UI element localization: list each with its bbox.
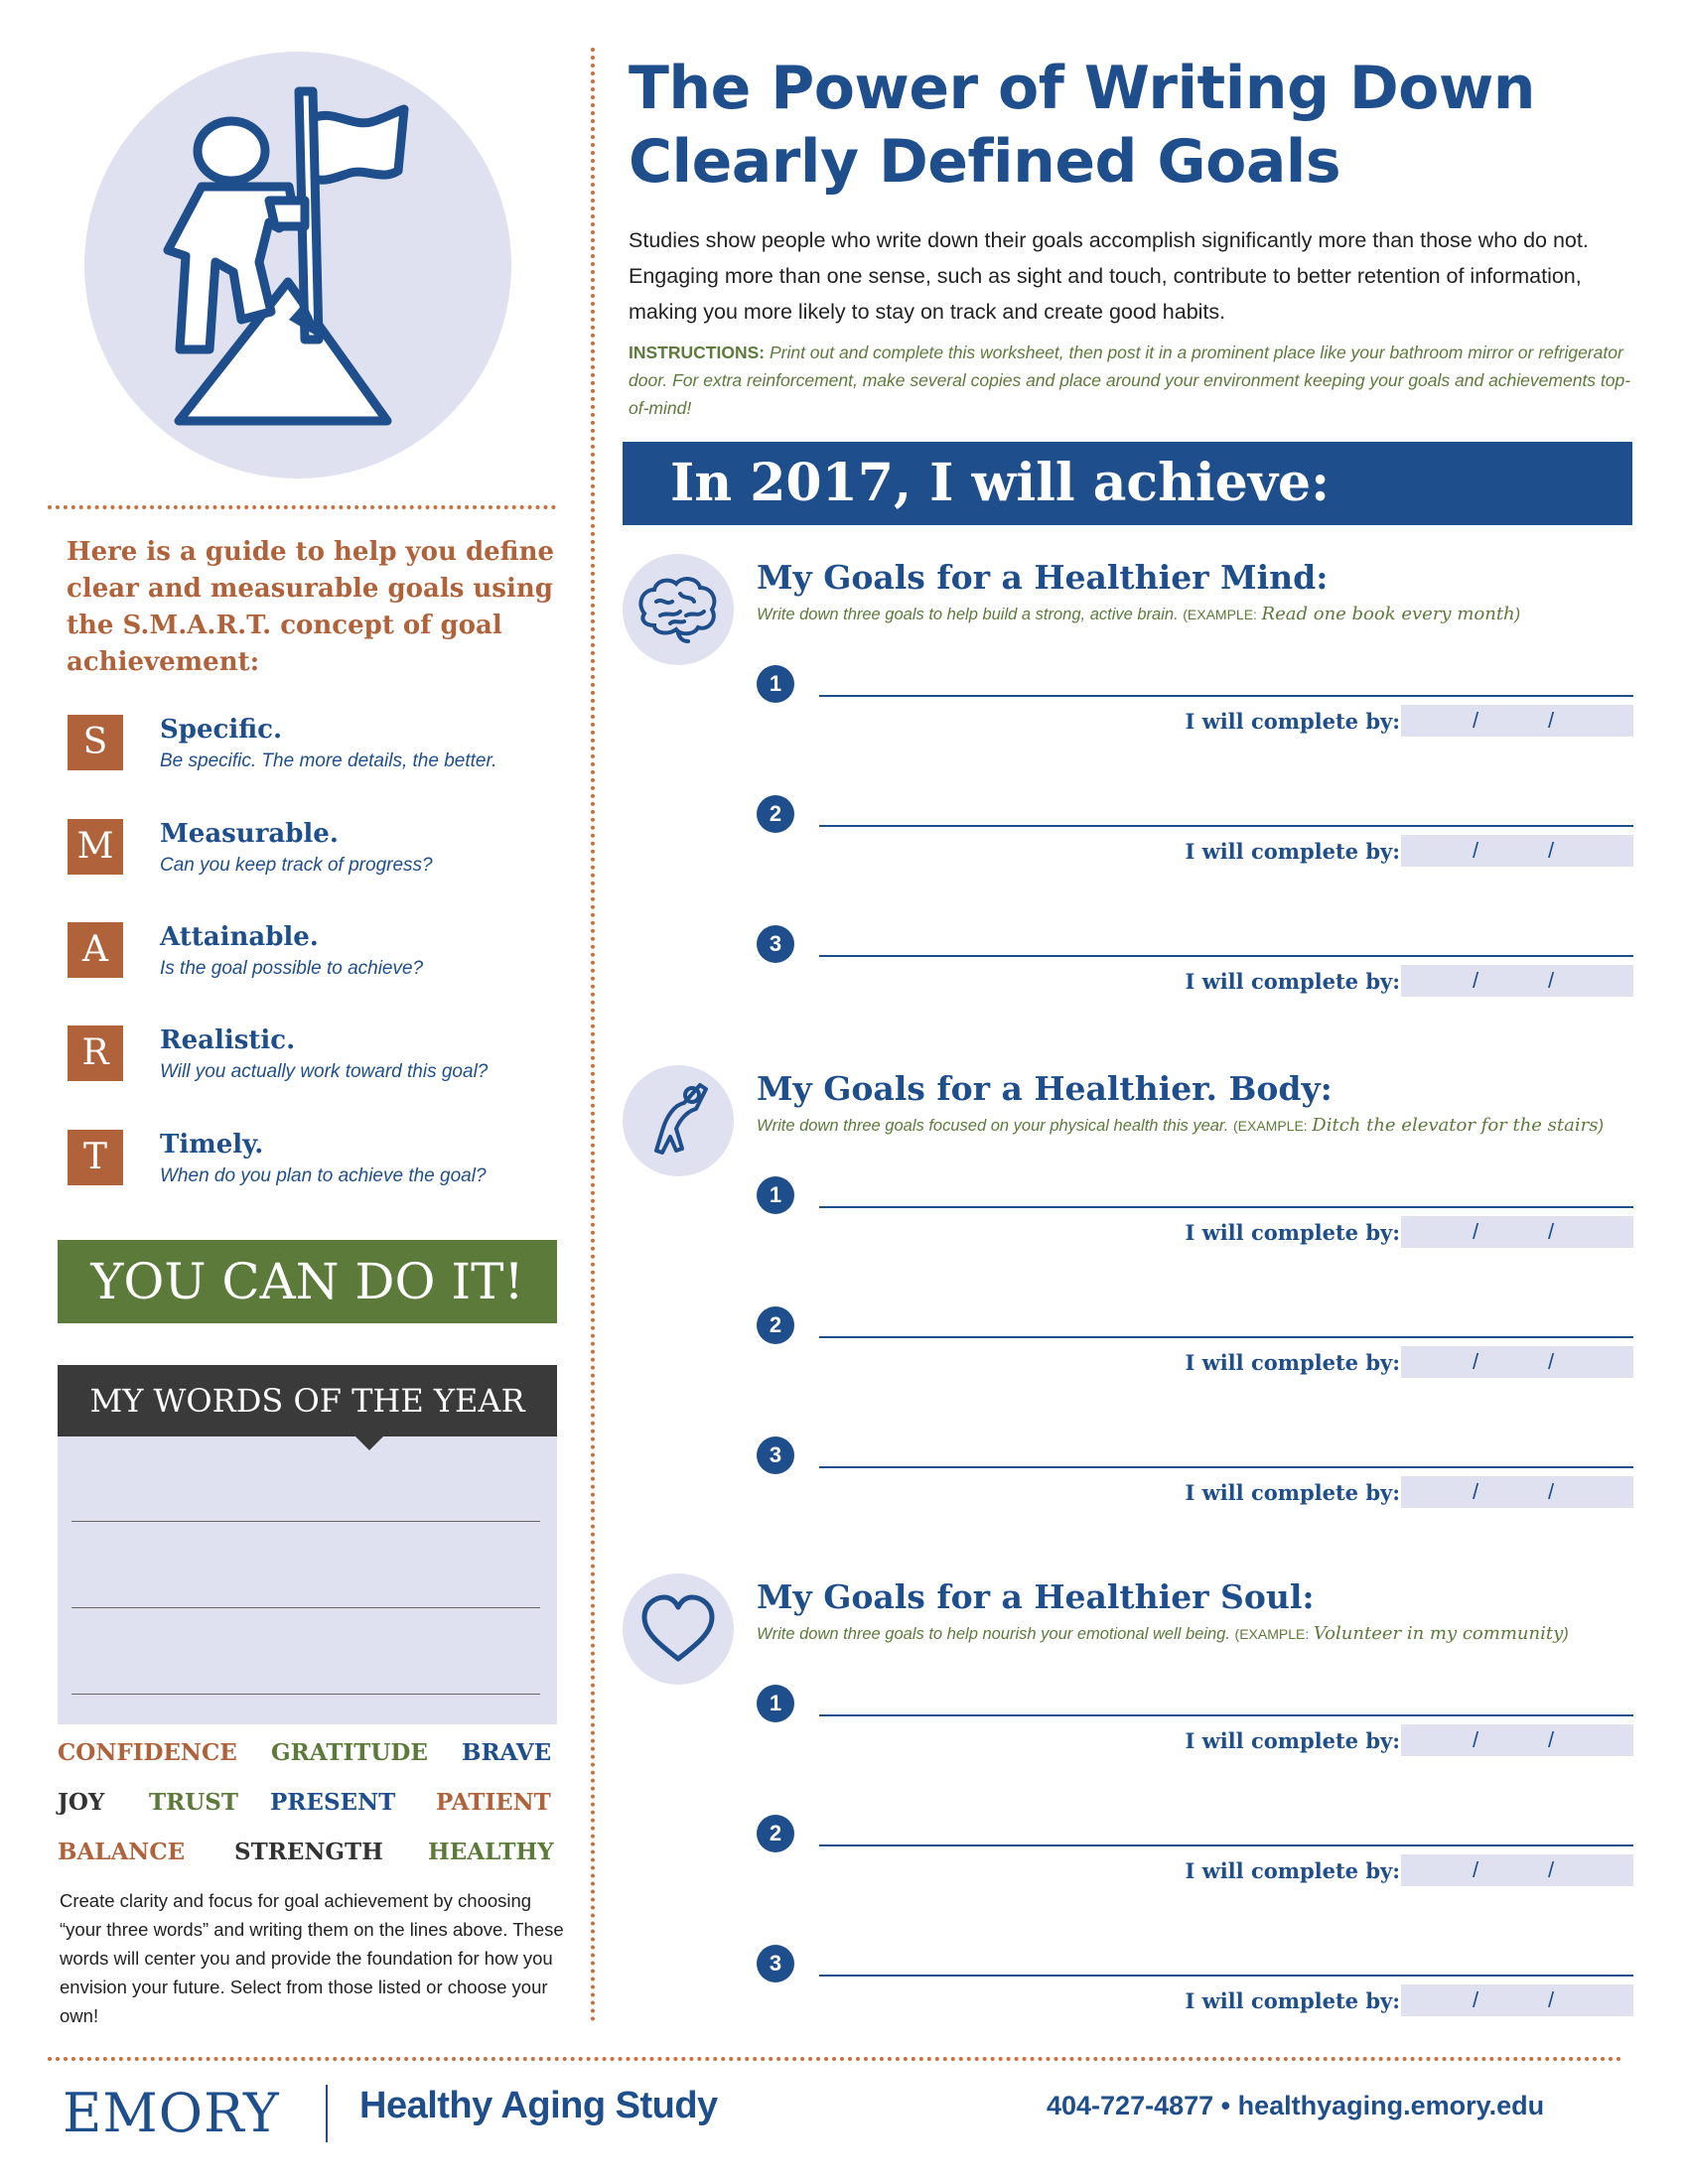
word-suggestion: BRAVE bbox=[462, 1739, 552, 1766]
word-suggestion: HEALTHY bbox=[428, 1839, 554, 1865]
section-subtitle bbox=[757, 1115, 1604, 1136]
date-slash: / bbox=[1548, 1727, 1555, 1752]
goal-number: 2 bbox=[757, 1815, 794, 1852]
date-slash: / bbox=[1548, 1219, 1555, 1244]
complete-by-label: I will complete by: bbox=[1185, 1480, 1400, 1505]
section-subtitle bbox=[757, 604, 1520, 624]
vertical-divider bbox=[591, 48, 595, 2023]
person-with-flag-icon bbox=[84, 52, 511, 478]
section-soul bbox=[623, 1573, 1675, 2040]
example-text: Ditch the elevator for the stairs bbox=[1312, 1115, 1599, 1136]
instructions bbox=[629, 339, 1641, 422]
section-subtitle bbox=[757, 1623, 1569, 1644]
emory-logo: EMORY bbox=[63, 2082, 280, 2144]
date-slash: / bbox=[1548, 1479, 1555, 1504]
goal-write-line[interactable] bbox=[819, 1466, 1633, 1468]
goal-entry bbox=[757, 1306, 1635, 1435]
smart-timely bbox=[68, 1130, 584, 1199]
date-slash: / bbox=[1548, 708, 1555, 733]
example-label: (EXAMPLE: bbox=[1232, 1118, 1308, 1134]
date-field[interactable] bbox=[1401, 1854, 1633, 1886]
goal-number: 3 bbox=[757, 1945, 794, 1982]
example-text: Read one book every month bbox=[1261, 604, 1515, 624]
word-suggestion: JOY bbox=[58, 1789, 105, 1816]
words-instructions: Create clarity and focus for goal achievement by choosing “your three words” and writing them on the lines above. These words will center you and provide the foundation for how you envision your future. Select from those listed or choose your own! bbox=[60, 1890, 564, 2026]
smart-desc: Can you keep track of progress? bbox=[160, 855, 433, 876]
smart-specific bbox=[68, 715, 584, 784]
subtitle-text: Write down three goals focused on your physical health this year. bbox=[757, 1117, 1229, 1135]
word-suggestion: CONFIDENCE bbox=[58, 1739, 237, 1766]
smart-title: Measurable. bbox=[160, 819, 339, 849]
date-field[interactable] bbox=[1401, 705, 1633, 737]
word-suggestion: STRENGTH bbox=[234, 1839, 383, 1865]
intro-paragraph: Studies show people who write down their goals accomplish significantly more than those who do not. Engaging more than one sense, such as sight and touch, contribute to better retention of information, making you more likely to stay on track and create good habits. bbox=[629, 228, 1589, 324]
date-slash: / bbox=[1473, 708, 1479, 733]
smart-desc: Is the goal possible to achieve? bbox=[160, 958, 424, 979]
date-slash: / bbox=[1473, 1987, 1479, 2012]
stretching-person-icon bbox=[623, 1065, 734, 1176]
goal-write-line[interactable] bbox=[819, 825, 1633, 827]
date-field[interactable] bbox=[1401, 1476, 1633, 1508]
date-slash: / bbox=[1548, 1987, 1555, 2012]
goal-entry bbox=[757, 925, 1635, 1054]
date-field[interactable] bbox=[1401, 1724, 1633, 1756]
goal-write-line[interactable] bbox=[819, 695, 1633, 697]
date-slash: / bbox=[1473, 1349, 1479, 1374]
goal-number: 1 bbox=[757, 665, 794, 703]
date-field[interactable] bbox=[1401, 1346, 1633, 1378]
example-close: ) bbox=[1563, 1625, 1569, 1643]
word-write-line[interactable] bbox=[71, 1521, 540, 1522]
date-slash: / bbox=[1548, 1349, 1555, 1374]
section-mind bbox=[623, 554, 1675, 1021]
word-suggestion: GRATITUDE bbox=[271, 1739, 428, 1766]
complete-by-label: I will complete by: bbox=[1185, 1350, 1400, 1375]
smart-letter: R bbox=[68, 1025, 123, 1081]
example-close: ) bbox=[1514, 606, 1521, 623]
smart-title: Attainable. bbox=[160, 922, 319, 952]
smart-desc: Will you actually work toward this goal? bbox=[160, 1061, 489, 1082]
word-suggestion: PRESENT bbox=[270, 1789, 396, 1816]
complete-by-label: I will complete by: bbox=[1185, 1858, 1400, 1883]
section-icon-circle bbox=[623, 1573, 734, 1685]
word-suggestion: BALANCE bbox=[58, 1839, 186, 1865]
example-label: (EXAMPLE: bbox=[1234, 1626, 1310, 1642]
words-of-year-box bbox=[58, 1365, 557, 1724]
hero-illustration bbox=[84, 52, 511, 478]
instructions-label: INSTRUCTIONS: bbox=[629, 342, 766, 362]
goal-entry bbox=[757, 795, 1635, 924]
section-body bbox=[623, 1065, 1675, 1532]
goal-number: 3 bbox=[757, 925, 794, 963]
complete-by-label: I will complete by: bbox=[1185, 1728, 1400, 1753]
subtitle-text: Write down three goals to help nourish your emotional well being. bbox=[757, 1625, 1230, 1643]
goal-write-line[interactable] bbox=[819, 1206, 1633, 1208]
goal-number: 2 bbox=[757, 1306, 794, 1344]
complete-by-label: I will complete by: bbox=[1185, 969, 1400, 994]
smart-desc: When do you plan to achieve the goal? bbox=[160, 1165, 487, 1186]
section-title: My Goals for a Healthier Soul: bbox=[757, 1577, 1315, 1616]
achieve-banner: In 2017, I will achieve: bbox=[623, 442, 1632, 525]
goal-write-line[interactable] bbox=[819, 1336, 1633, 1338]
brain-icon bbox=[623, 554, 734, 665]
word-write-line[interactable] bbox=[71, 1607, 540, 1608]
date-slash: / bbox=[1548, 838, 1555, 863]
goal-number: 1 bbox=[757, 1685, 794, 1722]
complete-by-label: I will complete by: bbox=[1185, 1988, 1400, 2013]
goal-entry bbox=[757, 1685, 1635, 1814]
left-divider bbox=[48, 505, 556, 509]
date-slash: / bbox=[1473, 838, 1479, 863]
study-name: Healthy Aging Study bbox=[359, 2085, 718, 2126]
date-field[interactable] bbox=[1401, 965, 1633, 997]
section-title: My Goals for a Healthier. Body: bbox=[757, 1069, 1333, 1108]
smart-letter: A bbox=[68, 922, 123, 978]
smart-letter: S bbox=[68, 715, 123, 770]
smart-letter: M bbox=[68, 819, 123, 875]
smart-desc: Be specific. The more details, the better. bbox=[160, 751, 497, 771]
smart-title: Specific. bbox=[160, 715, 282, 745]
footer-separator bbox=[326, 2085, 328, 2142]
goal-number: 2 bbox=[757, 795, 794, 833]
smart-title: Timely. bbox=[160, 1130, 264, 1160]
instructions-text: Print out and complete this worksheet, then post it in a prominent place like your bathroom mirror or refrigerator door. For extra reinforcement, make several copies and place around your environment keeping your goals and achievements top-of-mind! bbox=[629, 342, 1631, 418]
goal-write-line[interactable] bbox=[819, 1714, 1633, 1716]
section-title: My Goals for a Healthier Mind: bbox=[757, 558, 1329, 597]
date-slash: / bbox=[1473, 1857, 1479, 1882]
date-slash: / bbox=[1473, 968, 1479, 993]
smart-letter: T bbox=[68, 1130, 123, 1185]
goal-entry bbox=[757, 1176, 1635, 1305]
section-icon-circle bbox=[623, 554, 734, 665]
date-slash: / bbox=[1473, 1219, 1479, 1244]
goal-entry bbox=[757, 1436, 1635, 1566]
subtitle-text: Write down three goals to help build a strong, active brain. bbox=[757, 606, 1179, 623]
smart-measurable bbox=[68, 819, 584, 888]
word-suggestion: TRUST bbox=[149, 1789, 239, 1816]
date-slash: / bbox=[1473, 1479, 1479, 1504]
words-of-year-heading: MY WORDS OF THE YEAR bbox=[58, 1365, 557, 1436]
date-field[interactable] bbox=[1401, 1216, 1633, 1248]
goal-number: 1 bbox=[757, 1176, 794, 1214]
smart-attainable bbox=[68, 922, 584, 992]
smart-guide-intro: Here is a guide to help you define clear and measurable goals using the S.M.A.R.T. concept of goal achievement: bbox=[67, 537, 555, 677]
goal-write-line[interactable] bbox=[819, 1844, 1633, 1846]
goal-entry bbox=[757, 1815, 1635, 1944]
date-field[interactable] bbox=[1401, 1984, 1633, 2016]
heading-notch bbox=[355, 1436, 383, 1450]
complete-by-label: I will complete by: bbox=[1185, 709, 1400, 734]
word-suggestion: PATIENT bbox=[436, 1789, 551, 1816]
date-slash: / bbox=[1548, 1857, 1555, 1882]
page-title: The Power of Writing Down Clearly Defined Goals bbox=[629, 54, 1535, 197]
smart-title: Realistic. bbox=[160, 1025, 296, 1055]
goal-number: 3 bbox=[757, 1436, 794, 1474]
contact-info: 404-727-4877 • healthyaging.emory.edu bbox=[1047, 2091, 1545, 2120]
example-close: ) bbox=[1598, 1117, 1604, 1135]
you-can-do-it-banner: YOU CAN DO IT! bbox=[58, 1240, 557, 1323]
goal-write-line[interactable] bbox=[819, 955, 1633, 957]
example-label: (EXAMPLE: bbox=[1183, 607, 1257, 622]
date-slash: / bbox=[1473, 1727, 1479, 1752]
goal-entry bbox=[757, 665, 1635, 794]
date-field[interactable] bbox=[1401, 835, 1633, 867]
goal-write-line[interactable] bbox=[819, 1975, 1633, 1977]
date-slash: / bbox=[1548, 968, 1555, 993]
complete-by-label: I will complete by: bbox=[1185, 839, 1400, 864]
heart-icon bbox=[623, 1573, 734, 1685]
goal-entry bbox=[757, 1945, 1635, 2074]
complete-by-label: I will complete by: bbox=[1185, 1220, 1400, 1245]
smart-realistic bbox=[68, 1025, 584, 1095]
example-text: Volunteer in my community bbox=[1313, 1623, 1564, 1644]
section-icon-circle bbox=[623, 1065, 734, 1176]
word-write-line[interactable] bbox=[71, 1694, 540, 1695]
